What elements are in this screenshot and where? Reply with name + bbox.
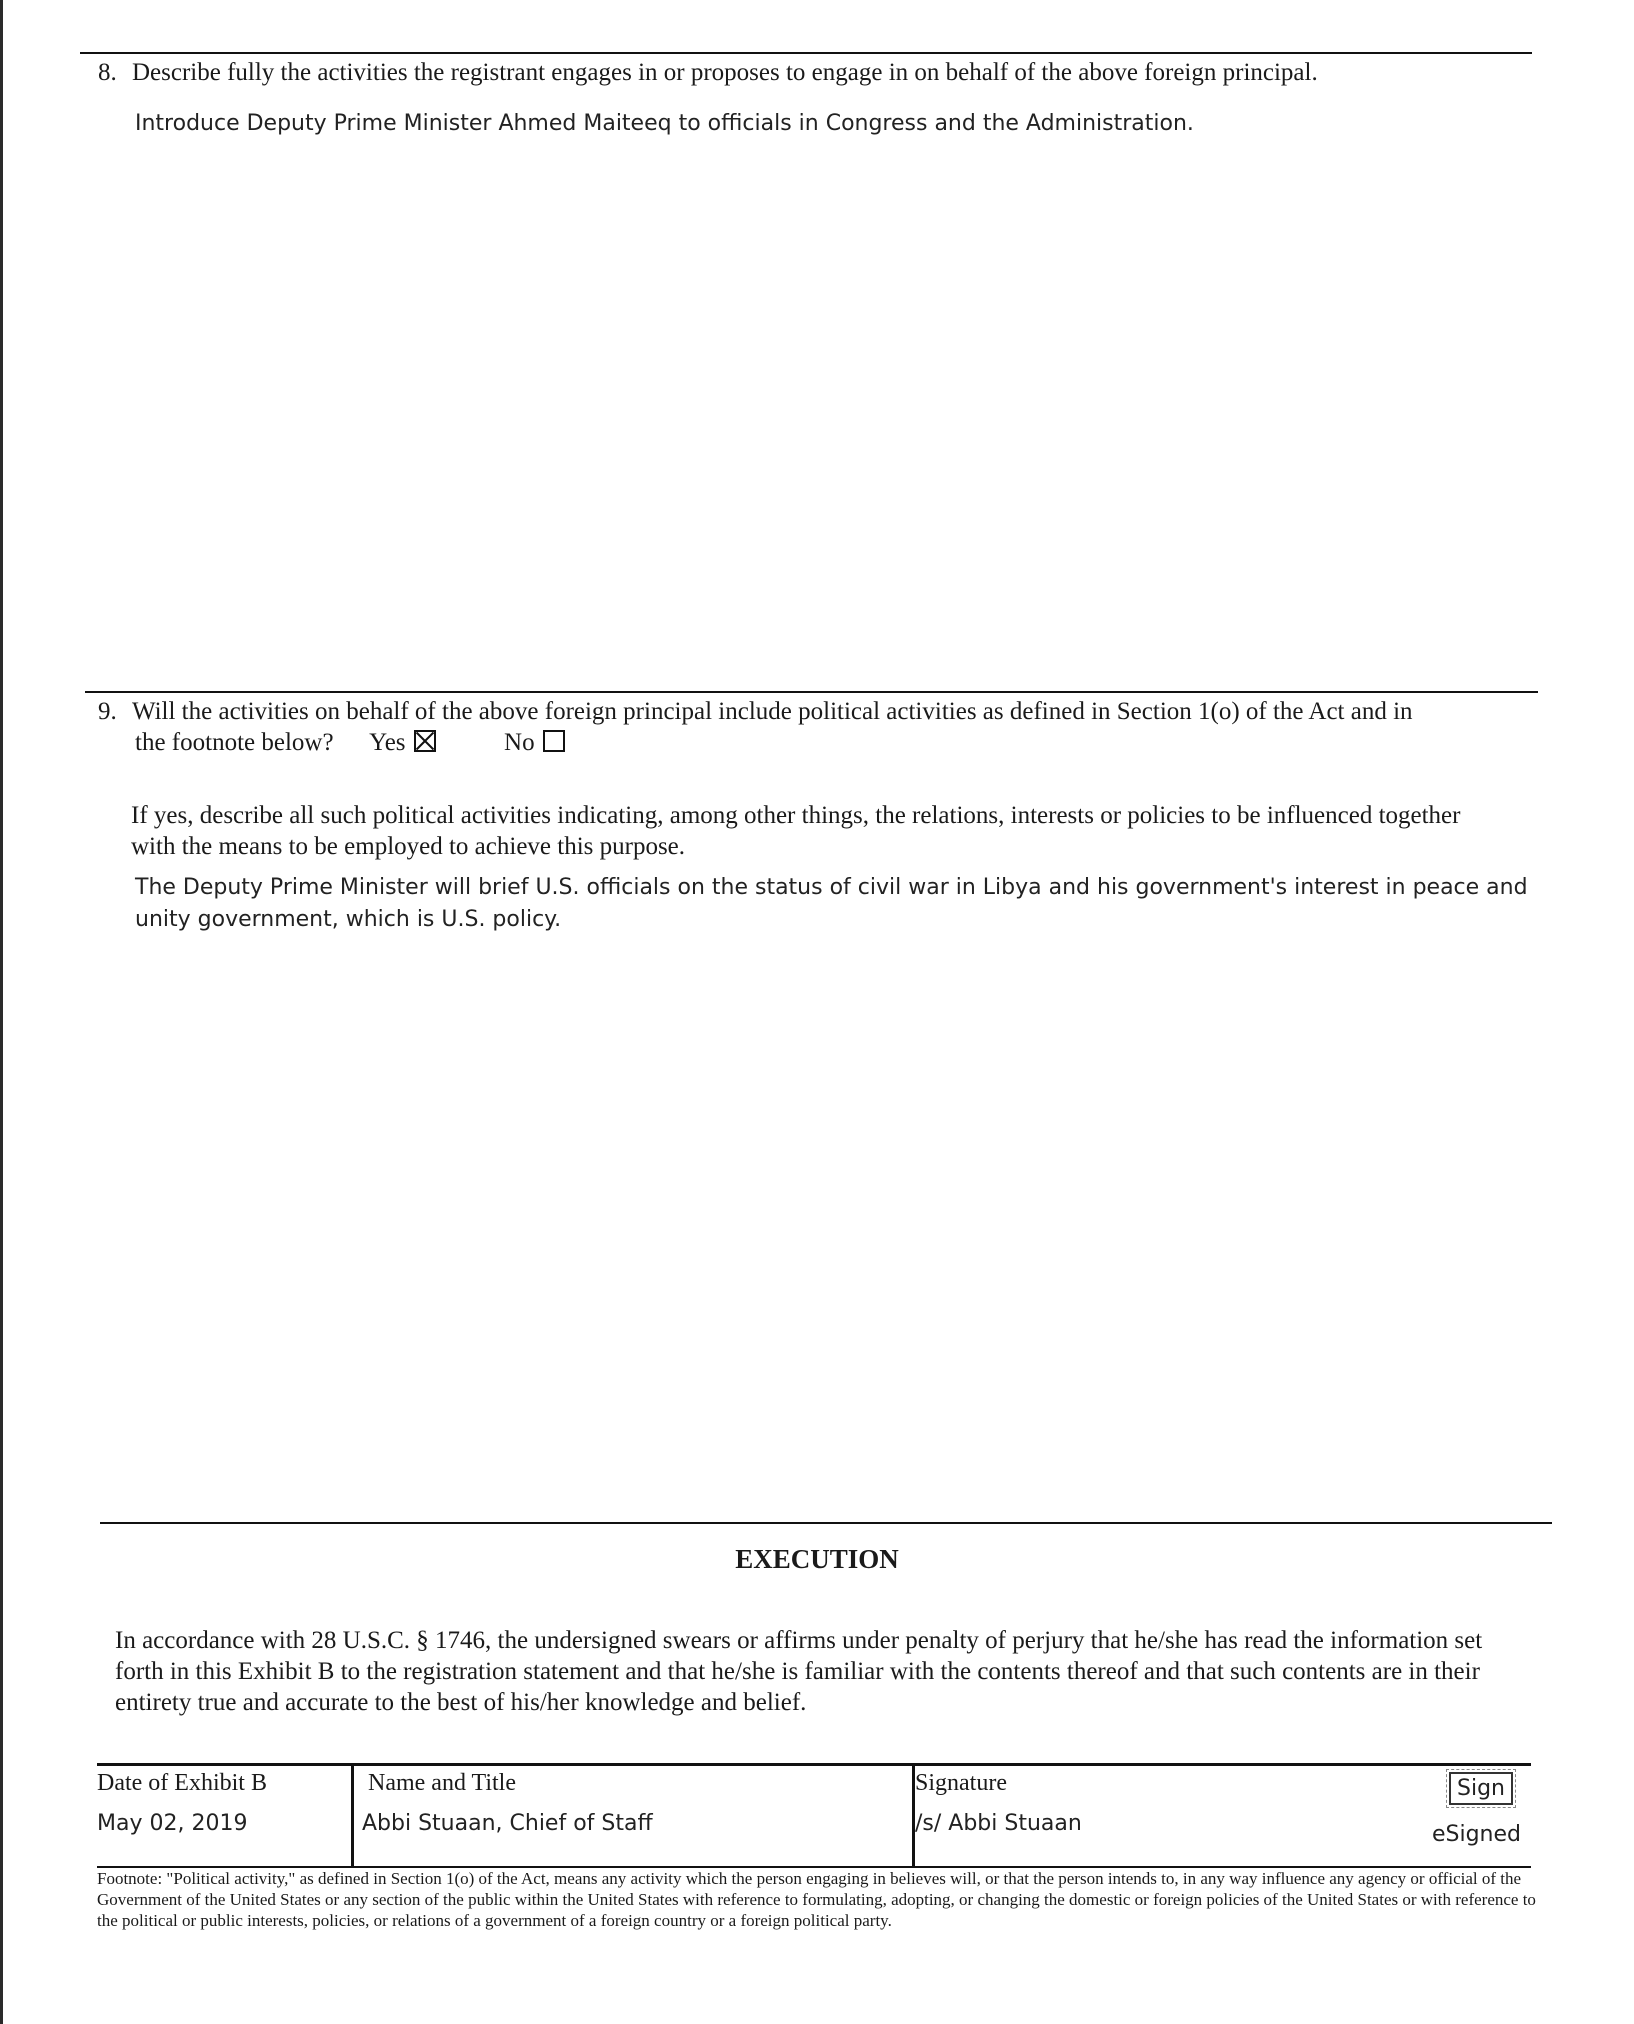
date-label: Date of Exhibit B	[97, 1770, 267, 1796]
no-label: No	[504, 729, 535, 756]
question-9-text-line1: Will the activities on behalf of the above foreign principal include political activities as defined in Section 1(o) of the Act and in	[132, 698, 1413, 725]
signature-table	[97, 1763, 1531, 1868]
question-9-answer[interactable]: The Deputy Prime Minister will brief U.S. officials on the status of civil war in Libya and his government's interest in peace and unity government, which is U.S. policy.	[135, 875, 1528, 932]
section-9-divider	[85, 691, 1538, 693]
yes-checkbox[interactable]	[414, 730, 436, 752]
execution-paragraph: In accordance with 28 U.S.C. § 1746, the undersigned swears or affirms under penalty of perjury that he/she has read the information set forth in this Exhibit B to the registration statement and that he/she is familiar with the contents thereof and that such contents are in their entirety true and accurate to the best of his/her knowledge and belief.	[115, 1627, 1483, 1716]
question-8-text: Describe fully the activities the registrant engages in or proposes to engage in on behalf of the above foreign principal.	[132, 59, 1318, 86]
question-8-answer[interactable]: Introduce Deputy Prime Minister Ahmed Maiteeq to officials in Congress and the Administration.	[135, 111, 1194, 136]
yes-label: Yes	[369, 729, 406, 756]
date-cell	[97, 1765, 353, 1868]
question-8	[98, 57, 1538, 88]
signature-cell	[914, 1765, 1532, 1868]
signature-value: /s/ Abbi Stuaan	[915, 1811, 1082, 1836]
sign-button[interactable]: Sign	[1449, 1772, 1513, 1805]
question-9-text-line2: the footnote below?	[135, 729, 334, 756]
signature-label: Signature	[915, 1770, 1007, 1796]
execution-heading: EXECUTION	[735, 1544, 899, 1574]
page-left-border	[0, 0, 3, 2024]
section-8-divider	[80, 52, 1532, 54]
esigned-status: eSigned	[1431, 1822, 1521, 1847]
question-9-number: 9.	[98, 698, 117, 725]
no-checkbox[interactable]	[543, 730, 565, 752]
footnote: Footnote: "Political activity," as defined in Section 1(o) of the Act, means any activity which the person engaging in believes will, or that the person intends to, in any way influence any agency or official of the Government of the United States or any section of the public within the United States with reference to formulating, adopting, or changing the domestic or foreign policies of the United States or with reference to the political or public interests, policies, or relations of a government of a foreign country or a foreign political party.	[97, 1869, 1536, 1930]
execution-divider	[100, 1522, 1552, 1524]
question-9-followup: If yes, describe all such political activities indicating, among other things, the relations, interests or policies to be influenced together with the means to be employed to achieve this purpose.	[131, 802, 1461, 860]
date-value: May 02, 2019	[97, 1811, 248, 1836]
name-label: Name and Title	[368, 1770, 516, 1796]
question-9	[98, 696, 1548, 758]
question-8-number: 8.	[98, 59, 117, 86]
name-value: Abbi Stuaan, Chief of Staff	[362, 1811, 653, 1836]
name-cell	[353, 1765, 914, 1868]
